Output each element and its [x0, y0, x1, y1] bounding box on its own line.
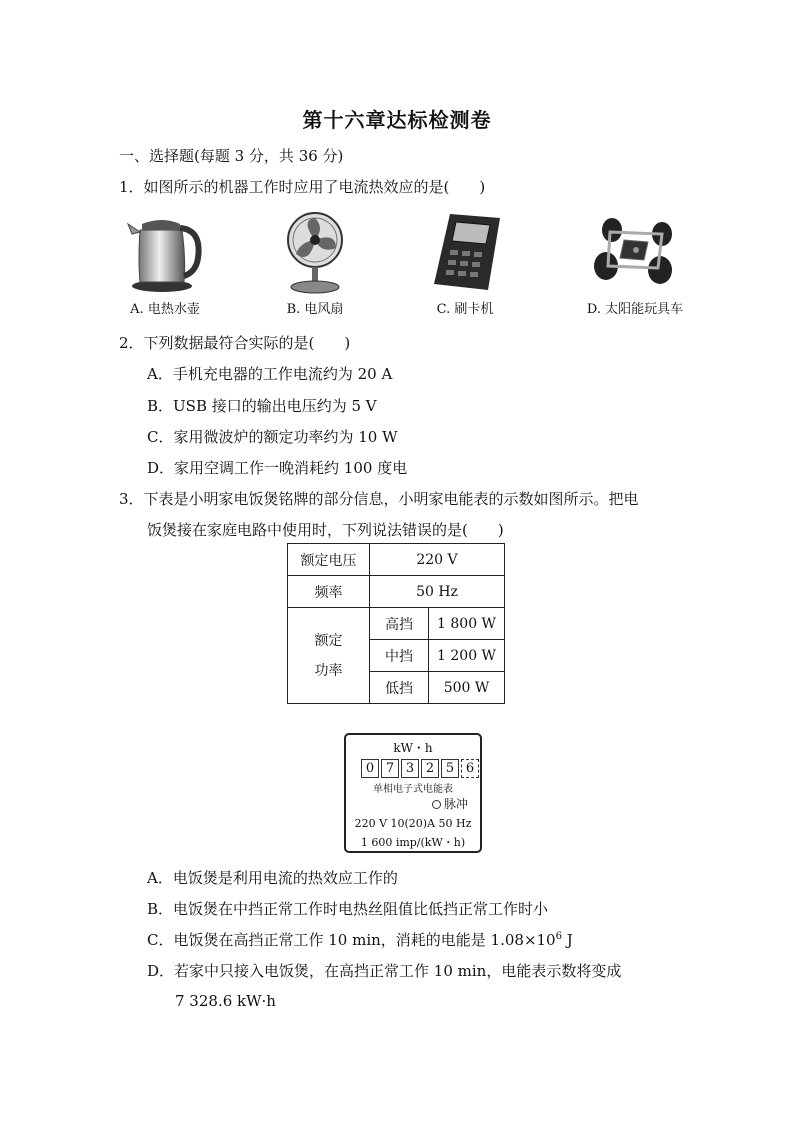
meter-digit: 2	[421, 759, 439, 778]
pulse-light-icon	[432, 800, 441, 809]
frequency-value: 50 Hz	[370, 576, 505, 608]
level-high-value: 1 800 W	[429, 608, 505, 640]
meter-digit: 0	[361, 759, 379, 778]
rated-power-label-line-1: 额定	[314, 632, 343, 649]
meter-digit: 5	[441, 759, 459, 778]
option-c-text: C．电饭煲在高挡正常工作 10 min，消耗的电能是 1.08×10	[147, 931, 556, 949]
question-2-option-b: B．USB 接口的输出电压约为 5 V	[147, 397, 377, 415]
question-3-option-b: B．电饭煲在中挡正常工作时电热丝阻值比低挡正常工作时小	[147, 900, 549, 918]
meter-unit: kW・h	[393, 741, 433, 755]
level-high-name: 高挡	[370, 608, 429, 640]
section-heading: 一、选择题(每题 3 分，共 36 分)	[119, 147, 344, 165]
question-2-stem: 2．下列数据最符合实际的是( )	[119, 334, 351, 352]
option-a-image	[90, 210, 240, 320]
option-b-label: B. 电风扇	[286, 302, 344, 317]
option-c-image	[390, 210, 540, 320]
option-c-exponent: 6	[555, 931, 562, 942]
question-3-option-d-line-2: 7 328.6 kW·h	[175, 992, 276, 1010]
level-low-name: 低挡	[370, 672, 429, 704]
option-c-label: C. 刷卡机	[436, 302, 494, 317]
question-2-option-a: A．手机充电器的工作电流约为 20 A	[147, 365, 393, 383]
level-mid-value: 1 200 W	[429, 640, 505, 672]
meter-digit-decimal: 6	[461, 759, 479, 778]
page-title: 第十六章达标检测卷	[302, 108, 492, 132]
question-3-option-a: A．电饭煲是利用电流的热效应工作的	[147, 869, 398, 887]
question-1-images	[100, 210, 720, 320]
meter-pulse	[432, 795, 468, 812]
rated-power-label-line-2: 功率	[314, 662, 343, 679]
meter-digit: 3	[401, 759, 419, 778]
meter-pulse-label: 脉冲	[444, 797, 469, 811]
frequency-label: 频率	[288, 576, 370, 608]
electric-kettle-icon	[120, 210, 210, 295]
option-b-image	[240, 210, 390, 320]
meter-digit: 7	[381, 759, 399, 778]
meter-imp: 1 600 imp/(kW・h)	[360, 836, 466, 849]
rice-cooker-nameplate-table	[287, 543, 505, 704]
electric-fan-icon	[270, 210, 360, 295]
question-2-option-d: D．家用空调工作一晚消耗约 100 度电	[147, 459, 408, 477]
option-d-label: D. 太阳能玩具车	[586, 302, 684, 317]
question-1-stem: 1．如图所示的机器工作时应用了电流热效应的是( )	[119, 178, 486, 196]
level-low-value: 500 W	[429, 672, 505, 704]
card-reader-icon	[420, 210, 510, 295]
meter-digits	[361, 759, 481, 778]
question-2-option-c: C．家用微波炉的额定功率约为 10 W	[147, 428, 398, 446]
electric-meter	[344, 733, 482, 853]
rated-power-label	[288, 608, 370, 704]
option-a-label: A. 电热水壶	[130, 302, 200, 317]
option-d-image	[550, 210, 720, 320]
question-3-stem-line-1: 3．下表是小明家电饭煲铭牌的部分信息，小明家电能表的示数如图所示。把电	[119, 490, 639, 508]
rated-voltage-label: 额定电压	[288, 544, 370, 576]
solar-toy-car-icon	[590, 210, 680, 295]
option-c-unit: J	[561, 931, 573, 949]
question-3-option-c	[147, 929, 573, 950]
meter-rating: 220 V 10(20)A 50 Hz	[354, 817, 472, 830]
level-mid-name: 中挡	[370, 640, 429, 672]
question-3-stem-line-2: 饭煲接在家庭电路中使用时，下列说法错误的是( )	[147, 521, 504, 539]
meter-name: 单相电子式电能表	[373, 784, 453, 795]
question-3-option-d-line-1: D．若家中只接入电饭煲，在高挡正常工作 10 min，电能表示数将变成	[147, 962, 622, 980]
rated-voltage-value: 220 V	[370, 544, 505, 576]
